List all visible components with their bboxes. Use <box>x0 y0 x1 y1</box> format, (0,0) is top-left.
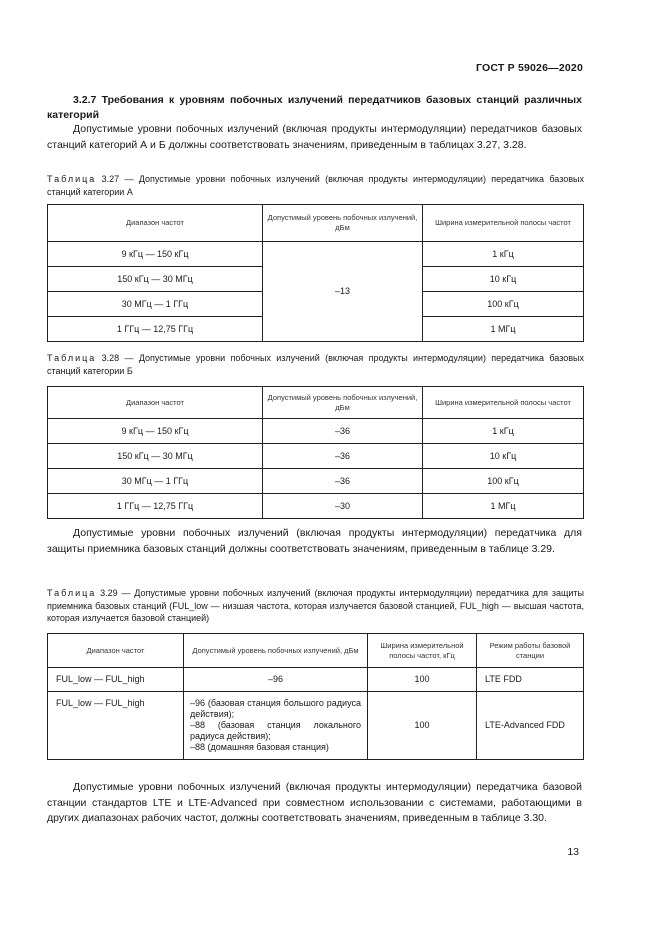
header-cell: Режим работы базовой станции <box>477 634 584 668</box>
bandwidth-cell: 1 кГц <box>423 419 584 444</box>
document-code: ГОСТ Р 59026—2020 <box>475 62 583 74</box>
table-header-row <box>48 387 584 419</box>
range-cell: 9 кГц — 150 кГц <box>48 419 263 444</box>
table-row <box>48 242 584 267</box>
table-3-27-caption <box>47 173 584 198</box>
bandwidth-cell: 100 кГц <box>423 292 584 317</box>
range-cell: 1 ГГц — 12,75 ГГц <box>48 317 263 342</box>
paragraph-coexistence: Допустимые уровни побочных излучений (включая продукты интермодуляции) передатчика базовой станции стандартов LTE и LTE-Advanced при совместном использовании с системами, работающими в других диапазонах рабочих частот, должны соответствовать значениям, приведенным в таблице 3.30. <box>47 781 582 824</box>
bandwidth-cell: 1 МГц <box>423 494 584 519</box>
range-cell: 150 кГц — 30 МГц <box>48 444 263 469</box>
page-number: 13 <box>567 846 579 858</box>
range-cell: 1 ГГц — 12,75 ГГц <box>48 494 263 519</box>
table-header-row <box>48 205 584 242</box>
bandwidth-cell: 10 кГц <box>423 267 584 292</box>
table-row <box>48 419 584 444</box>
caption-text: 3.29 — Допустимые уровни побочных излучений (включая продукты интермодуляции) передатчика для защиты приемника базовых станций (FUL_low — низшая частота, которая излучается базовой станцией, FUL_high — высшая частота, которая излучается базовой станцией) <box>47 588 584 623</box>
level-cell <box>184 692 368 760</box>
table-3-29 <box>47 633 584 760</box>
range-cell: FUL_low — FUL_high <box>48 668 184 692</box>
bandwidth-cell: 1 кГц <box>423 242 584 267</box>
header-cell: Ширина измерительной полосы частот <box>423 387 584 419</box>
range-cell: 150 кГц — 30 МГц <box>48 267 263 292</box>
caption-label: Таблица <box>47 174 97 184</box>
bandwidth-cell: 100 <box>368 668 477 692</box>
header-cell: Ширина измерительной полосы частот <box>423 205 584 242</box>
mode-cell: LTE-Advanced FDD <box>477 692 584 760</box>
header-cell: Ширина измерительной полосы частот, кГц <box>368 634 477 668</box>
level-line: –96 (базовая станция большого радиуса действия); <box>190 698 361 719</box>
bandwidth-cell: 100 <box>368 692 477 760</box>
table-header-row <box>48 634 584 668</box>
range-cell: 9 кГц — 150 кГц <box>48 242 263 267</box>
header-cell: Допустимый уровень побочных излучений, дБм <box>184 634 368 668</box>
table-row <box>48 668 584 692</box>
level-cell: –13 <box>263 242 423 342</box>
caption-label: Таблица <box>47 588 97 598</box>
level-line: –88 (домашняя базовая станция) <box>190 742 329 752</box>
level-cell: –36 <box>263 444 423 469</box>
header-cell: Допустимый уровень побочных излучений, дБм <box>263 387 423 419</box>
bandwidth-cell: 100 кГц <box>423 469 584 494</box>
header-cell: Диапазон частот <box>48 387 263 419</box>
level-cell: –36 <box>263 419 423 444</box>
header-cell: Диапазон частот <box>48 205 263 242</box>
range-cell: FUL_low — FUL_high <box>48 692 184 760</box>
bandwidth-cell: 1 МГц <box>423 317 584 342</box>
caption-text: 3.28 — Допустимые уровни побочных излучений (включая продукты интермодуляции) передатчика базовых станций категории Б <box>47 353 584 376</box>
paragraph-intro: Допустимые уровни побочных излучений (включая продукты интермодуляции) передатчиков базовых станций категорий А и Б должны соответствовать значениям, приведенным в таблицах 3.27, 3.28. <box>47 123 582 151</box>
range-cell: 30 МГц — 1 ГГц <box>48 292 263 317</box>
header-cell: Диапазон частот <box>48 634 184 668</box>
table-row <box>48 692 584 760</box>
range-cell: 30 МГц — 1 ГГц <box>48 469 263 494</box>
caption-label: Таблица <box>47 353 97 363</box>
table-3-27 <box>47 204 584 342</box>
table-3-28-caption <box>47 352 584 377</box>
section-title: 3.2.7 Требования к уровням побочных излучений передатчиков базовых станций различных категорий <box>47 94 582 121</box>
caption-text: 3.27 — Допустимые уровни побочных излучений (включая продукты интермодуляции) передатчика базовых станций категории А <box>47 174 584 197</box>
table-3-28 <box>47 386 584 519</box>
mode-cell: LTE FDD <box>477 668 584 692</box>
paragraph-receiver-protection: Допустимые уровни побочных излучений (включая продукты интермодуляции) передатчика для защиты приемника базовых станций должны соответствовать значениям, приведенным в таблице 3.29. <box>47 527 582 555</box>
bandwidth-cell: 10 кГц <box>423 444 584 469</box>
level-line: –88 (базовая станция локального радиуса действия); <box>190 720 361 741</box>
table-row <box>48 494 584 519</box>
level-cell: –36 <box>263 469 423 494</box>
level-cell: –96 <box>184 668 368 692</box>
table-row <box>48 469 584 494</box>
header-cell: Допустимый уровень побочных излучений, дБм <box>263 205 423 242</box>
table-3-29-caption <box>47 587 584 625</box>
level-cell: –30 <box>263 494 423 519</box>
table-row <box>48 444 584 469</box>
